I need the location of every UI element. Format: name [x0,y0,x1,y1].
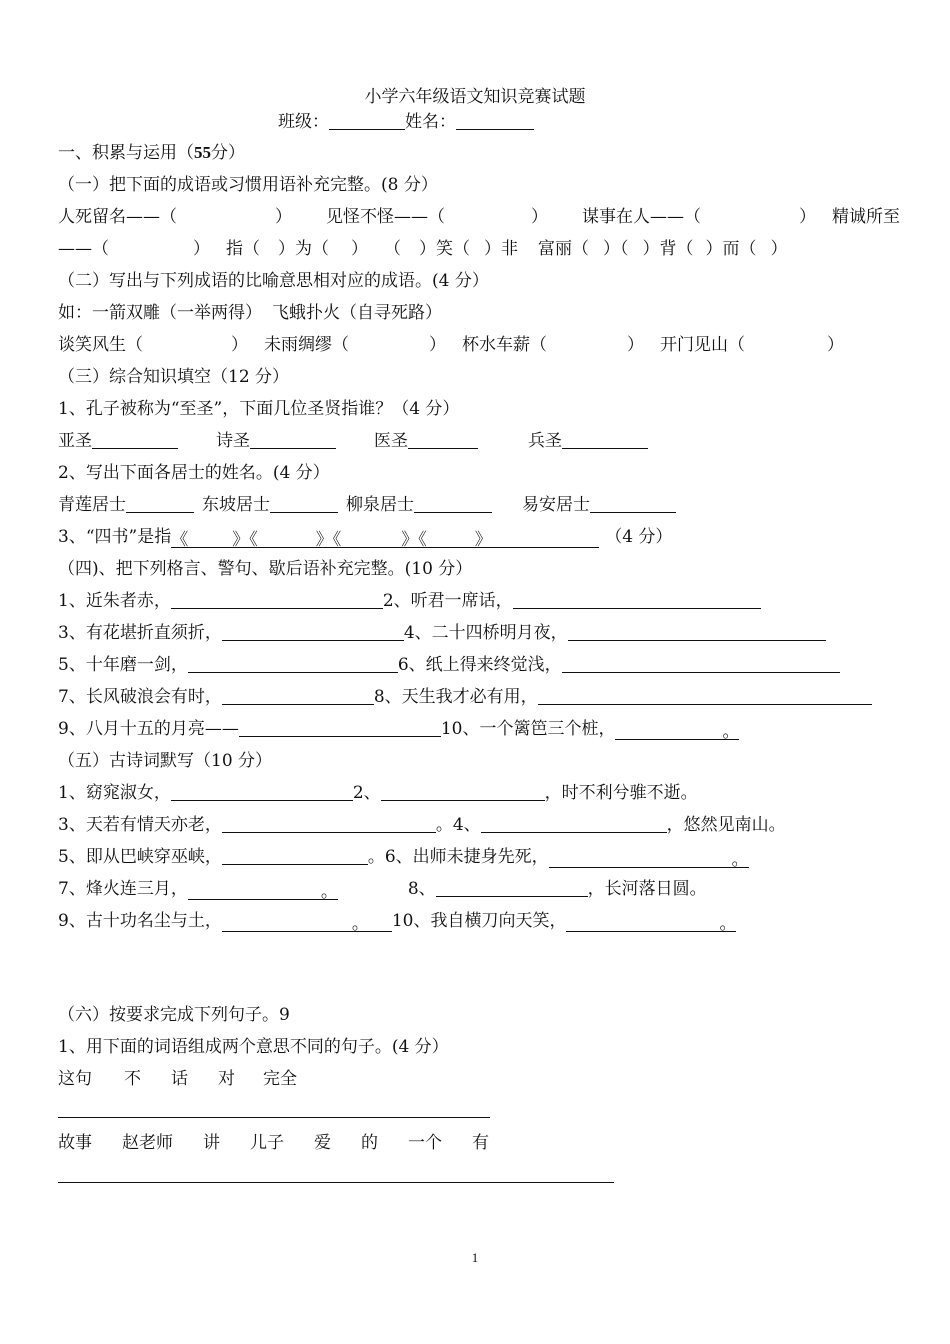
poem-3-blank[interactable] [222,814,436,833]
q6-heading: （六）按要求完成下列句子。9 [58,1005,290,1025]
class-label: 班级： [278,112,329,132]
maxim-4-blank[interactable] [568,622,826,641]
sage-1-blank[interactable] [92,430,178,449]
q2-example [58,302,442,324]
word: 这句 [58,1069,92,1089]
bracket-mid: 》《 [401,530,427,550]
bracket-close: 》 [474,530,492,550]
word: 赵老师 [122,1133,173,1153]
four-books-score: （4 分） [605,527,673,547]
page-title: 小学六年级语文知识竞赛试题 [364,87,586,107]
poem-2: 2、 [352,783,381,803]
maxim-5: 5、十年磨一剑， [58,655,188,675]
q3-question-1: 1、孔子被称为“至圣”，下面几位圣贤指谁？（4 分） [58,399,460,419]
maxim-2: 2、听君一席话， [382,591,513,611]
word-group-1 [58,1068,297,1090]
class-blank[interactable] [329,111,405,130]
maxim-10-blank[interactable] [615,721,739,740]
maxim-3-blank[interactable] [222,622,404,641]
bracket-mid: 》《 [315,530,342,550]
end-mark: 。 [719,914,737,934]
poem-10: 10、我自横刀向天笑， [391,911,567,931]
q2-item-3: 杯水车薪（ [462,335,547,355]
jushi-3-blank[interactable] [414,494,492,513]
maxim-9-blank[interactable] [239,718,441,737]
paren-close: ） [827,335,844,355]
q2-items [58,334,844,356]
section-1-heading [58,142,245,164]
word: 故事 [58,1133,92,1153]
maxim-6-blank[interactable] [562,654,840,673]
sages-line [58,430,648,452]
jushi-1: 青莲居士 [58,495,126,515]
idiom-1: 人死留名——（ [58,207,177,227]
four-books-line [58,526,672,548]
example-1: 如：一箭双雕（一举两得） [58,303,262,323]
poem-4-tail: ，悠然见南山。 [666,815,786,835]
maxim-7: 7、长风破浪会有时， [58,687,222,707]
word: 话 [171,1069,188,1089]
sage-3: 医圣 [374,431,408,451]
poem-9: 9、古十功名尘与土， [58,911,222,931]
poem-4: 。4、 [435,815,481,835]
maxim-1: 1、近朱者赤， [58,591,171,611]
q5-heading: （五）古诗词默写（10 分） [58,751,273,771]
poem-7: 7、烽火连三月， [58,879,188,899]
idiom-5: 指（ [226,239,260,259]
word: 儿子 [250,1133,284,1153]
sage-1: 亚圣 [58,431,92,451]
poem-6-blank[interactable] [549,849,749,868]
sage-4-blank[interactable] [562,430,648,449]
poem-7-blank[interactable] [188,881,338,900]
jushi-2-blank[interactable] [270,494,338,513]
q2-heading: （二）写出与下列成语的比喻意思相对应的成语。(4 分） [58,271,489,291]
maxim-9: 9、八月十五的月亮—— [58,719,239,739]
word: 一个 [408,1133,442,1153]
jushi-1-blank[interactable] [126,494,194,513]
idiom-7-mid2: ）背（ [642,239,694,259]
word: 不 [124,1069,141,1089]
example-2: 飞蛾扑火（自寻死路） [272,303,442,323]
end-mark: 。 [320,882,338,902]
poem-2-tail: ，时不利兮骓不逝。 [544,783,698,803]
idiom-7: 富丽（ [538,239,589,259]
jushi-4-blank[interactable] [590,494,676,513]
sage-3-blank[interactable] [408,430,478,449]
poem-10-blank[interactable] [566,913,736,932]
maxim-8-blank[interactable] [538,686,872,705]
answer-line-1[interactable] [58,1117,490,1118]
q3-question-2: 2、写出下面各居士的姓名。(4 分） [58,463,330,483]
idiom-5-mid: ）为（ [278,239,329,259]
q4-line-1 [58,590,761,612]
idiom-3: 谋事在人——（ [582,207,701,227]
jushi-4: 易安居士 [522,495,590,515]
idiom-6-mid: ）笑（ [419,239,470,259]
poem-9-blank[interactable] [222,913,392,932]
poem-1: 1、窈窕淑女， [58,783,171,803]
sage-2-blank[interactable] [250,430,336,449]
idiom-7-mid: ）（ [603,239,629,259]
idiom-6: （ [384,239,401,259]
word: 对 [218,1069,235,1089]
q4-line-3 [58,654,840,676]
paren-close: ） [275,207,292,227]
sage-2: 诗圣 [216,431,250,451]
end-mark: 。 [722,722,740,742]
q2-item-1: 谈笑风生（ [58,335,143,355]
paren-close: ） [770,239,788,259]
section-1-score: 55 [194,143,211,162]
poem-8-tail: ，长河落日圆。 [587,879,707,899]
class-name-line [278,111,534,133]
answer-line-2[interactable] [58,1182,614,1183]
q2-item-4: 开门见山（ [660,335,745,355]
poem-6: 。6、出师未捷身先死， [367,847,549,867]
maxim-10: 10、一个篱笆三个桩， [440,719,616,739]
q4-line-4 [58,686,872,708]
paren-close: ） [627,335,644,355]
paren-close: ） [799,207,816,227]
maxim-5-blank[interactable] [188,654,398,673]
poem-5-blank[interactable] [222,846,368,865]
maxim-3: 3、有花堪折直须折， [58,623,222,643]
word: 讲 [203,1133,220,1153]
maxim-7-blank[interactable] [222,686,374,705]
poem-5: 5、即从巴峡穿巫峡， [58,847,222,867]
four-books-label: 3、“四书”是指 [58,527,172,547]
word: 爱 [314,1133,331,1153]
word: 有 [472,1133,489,1153]
end-mark: 。 [731,850,749,870]
paren-close: ） [231,335,248,355]
idiom-2: 见怪不怪——（ [326,207,445,227]
maxim-8: 8、天生我才必有用， [373,687,538,707]
jushi-line [58,494,676,516]
paren-close: ） [351,239,368,259]
q5-line-2 [58,814,786,836]
paren-close: ） [531,207,548,227]
q4-heading: （四)、把下列格言、警句、歇后语补充完整。(10 分） [58,559,473,579]
q2-item-2: 未雨绸缪（ [264,335,349,355]
paren-close: ） [429,335,446,355]
poem-4-blank[interactable] [481,814,667,833]
maxim-6: 6、纸上得来终觉浅， [397,655,562,675]
idiom-4-cont: ——（ [58,239,109,259]
q1-heading: （一）把下面的成语或习惯用语补充完整。(8 分） [58,175,438,195]
name-blank[interactable] [456,111,534,130]
section-1-text: 一、积累与运用（ [58,143,194,163]
sage-4: 兵圣 [528,431,562,451]
q5-line-5 [58,910,736,932]
jushi-2: 东坡居士 [202,495,270,515]
poem-1-blank[interactable] [171,782,353,801]
end-mark: 。 [351,914,369,934]
idiom-4: 精诚所至 [832,207,900,227]
maxim-4: 4、二十四桥明月夜， [403,623,568,643]
q3-heading: （三）综合知识填空（12 分） [58,367,290,387]
q4-line-5 [58,718,739,740]
word-group-2 [58,1132,489,1154]
idiom-7-mid3: ）而（ [705,239,757,259]
bracket-open: 《 [171,530,189,550]
q5-line-1 [58,782,698,804]
paren-close: ） [193,239,210,259]
maxim-1-blank[interactable] [171,590,383,609]
poem-2-blank[interactable] [381,782,545,801]
bracket-mid: 》《 [232,530,258,550]
q6-question-1: 1、用下面的词语组成两个意思不同的句子。(4 分） [58,1037,449,1057]
word: 完全 [263,1069,297,1089]
word: 的 [361,1133,378,1153]
poem-3: 3、天若有情天亦老， [58,815,222,835]
name-label: 姓名： [405,112,456,132]
four-books-blank[interactable] [171,529,599,548]
section-1-unit: 分） [211,143,245,163]
q5-line-4 [58,878,707,900]
page-number: 1 [471,1250,479,1265]
jushi-3: 柳泉居士 [346,495,414,515]
q4-line-2 [58,622,826,644]
poem-8: 8、 [407,879,436,899]
q5-line-3 [58,846,749,868]
q1-line-2 [58,238,788,260]
idiom-6-end: ）非 [484,239,518,259]
maxim-2-blank[interactable] [513,590,761,609]
poem-8-blank[interactable] [436,878,588,897]
q1-line-1 [58,206,900,228]
